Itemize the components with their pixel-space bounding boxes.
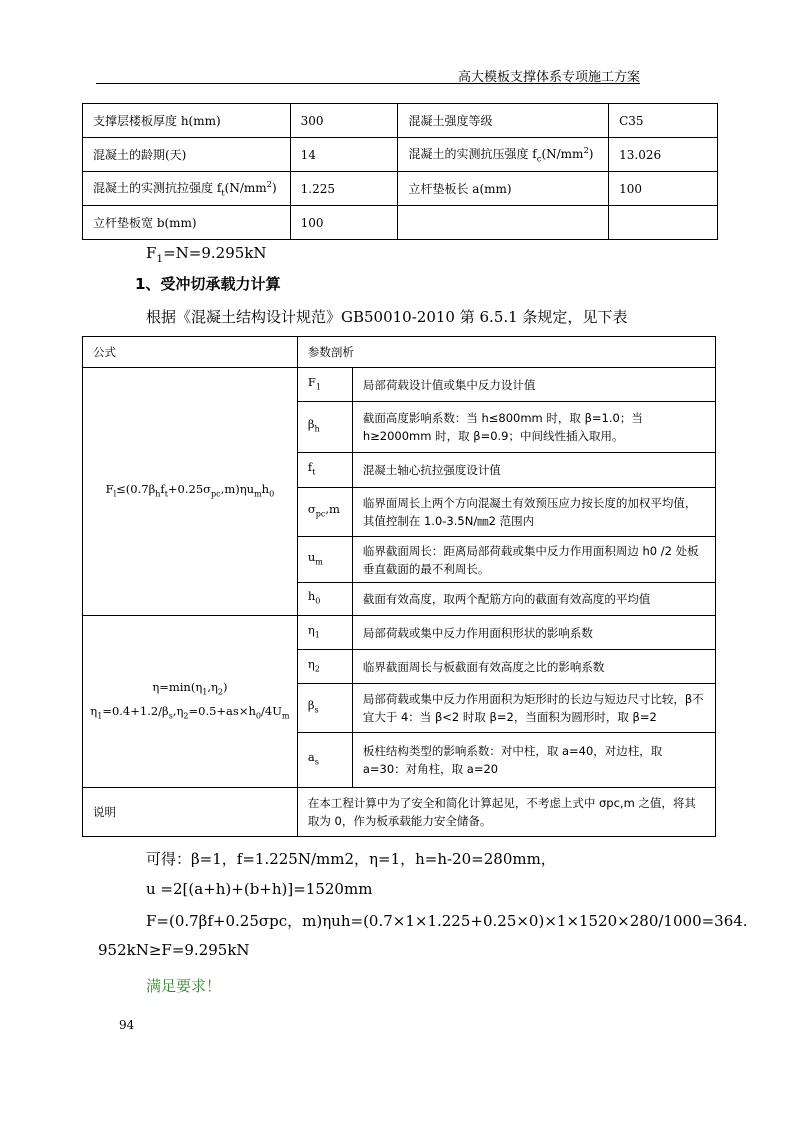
param-label: 立杆垫板宽 b(mm) — [83, 206, 291, 240]
param-symbol: $f_t$ — [297, 453, 352, 488]
param-desc: 临界截面周长：距离局部荷载或集中反力作用面积周边 h0 /2 处板垂直截面的最不利周长。 — [352, 537, 715, 583]
param-desc: 混凝土轴心抗拉强度设计值 — [352, 453, 715, 488]
result-line-3: F=(0.7βf+0.25σpc，m)ηuh=(0.7×1×1.225+0.25×0)×1×1520×280/1000=364. — [146, 912, 748, 930]
param-label: 支撑层楼板厚度 h(mm) — [83, 104, 291, 138]
section-title: 1、受冲切承载力计算 — [135, 275, 281, 293]
formula-cell: $F_l\le(0.7\beta_hf_t+0.25\sigma_{pc},m)\eta u_mh_0$ — [83, 368, 298, 616]
table-row — [83, 788, 716, 837]
param-value — [609, 206, 718, 240]
param-symbol: $h_0$ — [297, 583, 352, 616]
table-row — [83, 616, 716, 650]
param-desc: 临界截面周长与板截面有效高度之比的影响系数 — [352, 650, 715, 684]
table-row — [83, 104, 718, 138]
param-symbol: $\beta_h$ — [297, 402, 352, 453]
note-label: 说明 — [83, 788, 298, 837]
param-symbol: $\sigma_{pc},m$ — [297, 488, 352, 537]
table-header: 参数剖析 — [297, 337, 715, 368]
param-symbol: $a_s$ — [297, 733, 352, 788]
header-title: 高大模板支撑体系专项施工方案 — [457, 70, 640, 85]
params-table — [82, 103, 718, 240]
table-header: 公式 — [83, 337, 298, 368]
header-divider — [96, 83, 640, 84]
table-row — [83, 172, 718, 206]
intro-text: 根据《混凝土结构设计规范》GB50010-2010 第 6.5.1 条规定，见下表 — [146, 308, 628, 326]
param-desc: 截面有效高度，取两个配筋方向的截面有效高度的平均值 — [352, 583, 715, 616]
param-symbol: $\beta_s$ — [297, 684, 352, 733]
param-value: 13.026 — [609, 138, 718, 172]
table-row — [83, 368, 716, 402]
param-symbol: $\eta_2$ — [297, 650, 352, 684]
param-symbol: $u_m$ — [297, 537, 352, 583]
param-label — [398, 206, 609, 240]
param-value: 100 — [290, 206, 398, 240]
table-row — [83, 138, 718, 172]
param-value: 100 — [609, 172, 718, 206]
param-value: 14 — [290, 138, 398, 172]
param-desc: 截面高度影响系数：当 h≤800mm 时，取 β=1.0；当 h≥2000mm 时，取 β=0.9；中间线性插入取用。 — [352, 402, 715, 453]
param-symbol: $F_1$ — [297, 368, 352, 402]
param-value: 300 — [290, 104, 398, 138]
f1-line: $F_1=N=9.295kN$ — [146, 244, 267, 265]
param-value: C35 — [609, 104, 718, 138]
param-label: 混凝土的实测抗压强度 $f_c(N/mm^2)$ — [398, 138, 609, 172]
param-label: 混凝土的实测抗拉强度 $f_t(N/mm^2)$ — [83, 172, 291, 206]
table-row — [83, 337, 716, 368]
param-label: 立杆垫板长 a(mm) — [398, 172, 609, 206]
param-desc: 局部荷载或集中反力作用面积为矩形时的长边与短边尺寸比较，β不宜大于 4：当 β<2 时取 β=2，当面积为圆形时，取 β=2 — [352, 684, 715, 733]
param-label: 混凝土的龄期(天) — [83, 138, 291, 172]
param-desc: 局部荷载或集中反力作用面积形状的影响系数 — [352, 616, 715, 650]
formula-cell: $\eta=\min(\eta_1,\eta_2)$ $\eta_1=0.4+1.2/\beta_s,\eta_2=0.5+as\times h_0/4U_m$ — [83, 616, 298, 788]
param-label: 混凝土强度等级 — [398, 104, 609, 138]
param-value: 1.225 — [290, 172, 398, 206]
result-line-2: u =2[(a+h)+(b+h)]=1520mm — [146, 880, 373, 898]
param-desc: 局部荷载设计值或集中反力设计值 — [352, 368, 715, 402]
page-number: 94 — [119, 1018, 135, 1032]
table-row — [83, 206, 718, 240]
param-desc: 临界面周长上两个方向混凝土有效预压应力按长度的加权平均值，其值控制在 1.0-3.5N/㎜2 范围内 — [352, 488, 715, 537]
param-desc: 板柱结构类型的影响系数：对中柱，取 a=40，对边柱，取 a=30：对角柱，取 a=20 — [352, 733, 715, 788]
result-line-1: 可得：β=1，f=1.225N/mm2，η=1，h=h-20=280mm， — [146, 850, 556, 868]
formula-table — [82, 336, 716, 837]
param-symbol: $\eta_1$ — [297, 616, 352, 650]
note-text: 在本工程计算中为了安全和简化计算起见，不考虑上式中 σpc,m 之值，将其取为 0，作为板承载能力安全储备。 — [297, 788, 715, 837]
conclusion: 满足要求！ — [146, 977, 222, 995]
result-line-4: 952kN≥F=9.295kN — [98, 941, 250, 959]
